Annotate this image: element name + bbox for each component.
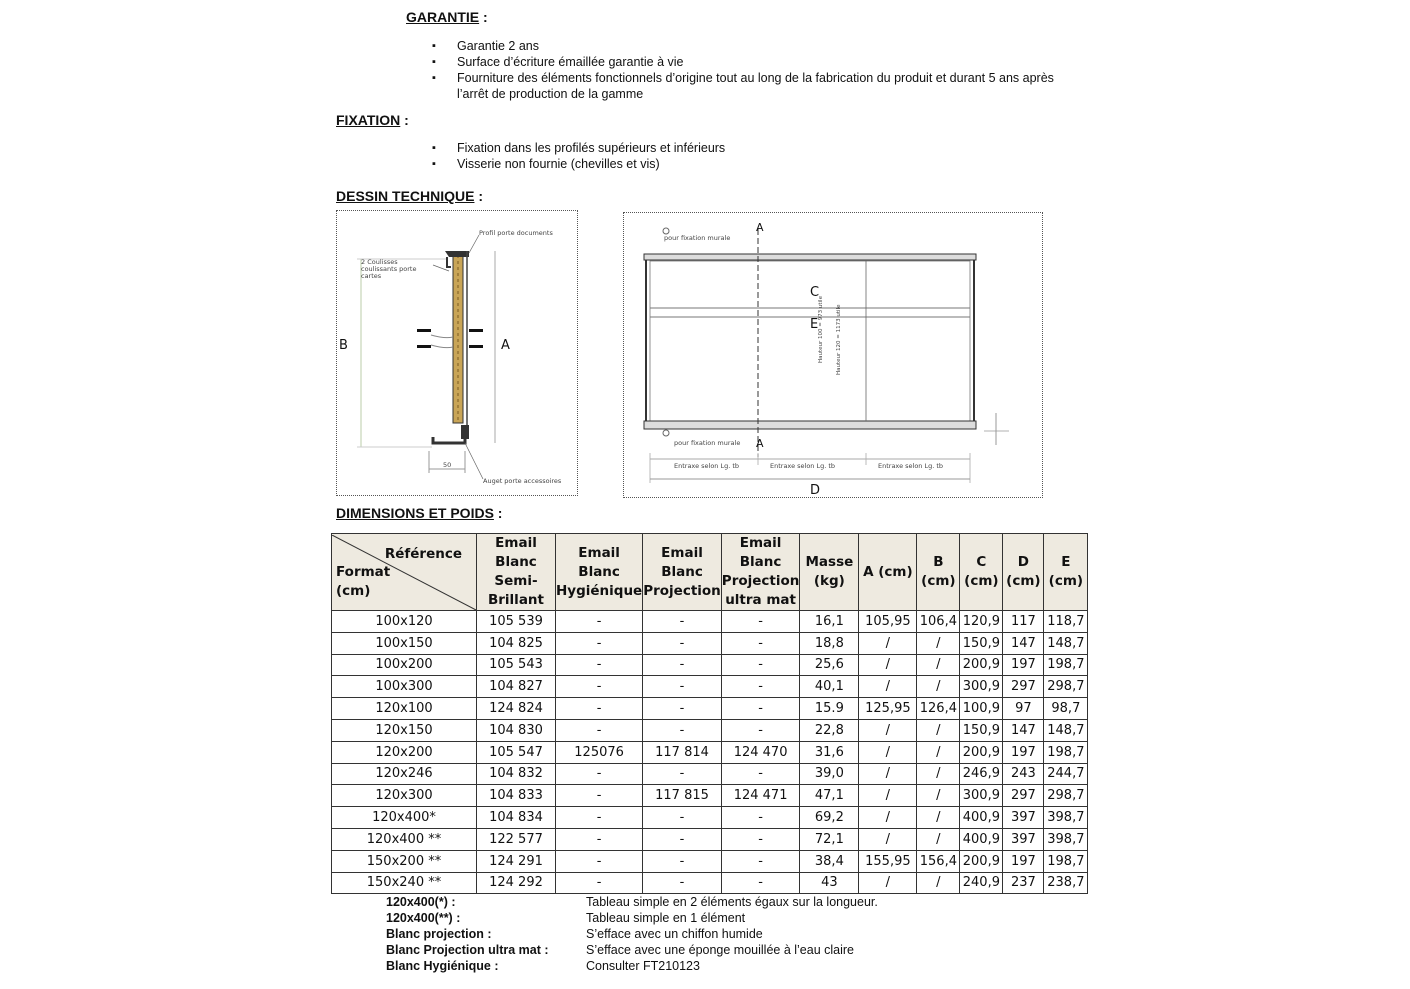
table-cell: - [556,828,643,850]
table-cell: / [859,828,917,850]
corner-header [332,534,477,611]
callout-auget: Auget porte accessoires [483,477,562,485]
table-cell: 69,2 [800,807,859,829]
fixation-list [432,140,1072,172]
note-value: Tableau simple en 1 élément [586,911,746,925]
table-row [332,632,1088,654]
list-item: ▪ Visserie non fournie (chevilles et vis) [432,156,1072,172]
table-cell: - [643,698,722,720]
dimensions-heading: DIMENSIONS ET POIDS [336,505,494,521]
table-cell: / [917,872,960,894]
dessin-heading-block [336,188,483,206]
table-cell: / [859,676,917,698]
table-cell: - [721,632,800,654]
table-cell: 200,9 [960,850,1003,872]
dimensions-heading-block [336,505,502,523]
table-cell: - [721,872,800,894]
table-row [332,611,1088,633]
table-cell: 100,9 [960,698,1003,720]
table-cell: 105,95 [859,611,917,633]
table-cell: 400,9 [960,828,1003,850]
table-cell: 126,4 [917,698,960,720]
format-cell: 120x300 [332,785,477,807]
table-cell: 106,4 [917,611,960,633]
table-cell: 244,7 [1044,763,1088,785]
height-label-2: Hauteur 120 = 1173 utile [836,304,842,375]
dimensions-table-body [332,611,1088,894]
table-cell: 124 470 [721,741,800,763]
table-header-row [332,534,1088,611]
dim-50-label: 50 [443,461,452,469]
table-cell: 117 [1003,611,1044,633]
table-cell: 97 [1003,698,1044,720]
table-cell: - [721,611,800,633]
table-row [332,741,1088,763]
table-cell: 15.9 [800,698,859,720]
table-cell: - [556,632,643,654]
note-key: Blanc Hygiénique : [386,959,499,973]
table-cell: 117 815 [643,785,722,807]
table-cell: - [643,872,722,894]
fixation-heading-block [336,112,409,130]
table-cell: 124 824 [477,698,556,720]
table-row [332,698,1088,720]
table-cell: 297 [1003,785,1044,807]
entraxe-label-1: Entraxe selon Lg. tb [674,462,740,470]
table-cell: 200,9 [960,654,1003,676]
table-cell: - [721,850,800,872]
table-cell: - [556,698,643,720]
table-cell: - [556,676,643,698]
column-header: E (cm) [1044,534,1088,611]
list-item: ▪ Fourniture des éléments fonctionnels d’origine tout au long de la fabrication du produit et durant 5 ans après l’arrêt de production de la gamme [432,70,1072,102]
table-cell: 98,7 [1044,698,1088,720]
table-cell: 104 827 [477,676,556,698]
table-cell: - [556,611,643,633]
format-cell: 120x400 ** [332,828,477,850]
table-cell: 197 [1003,741,1044,763]
column-header: B (cm) [917,534,960,611]
table-cell: 198,7 [1044,741,1088,763]
table-row [332,676,1088,698]
format-cell: 100x200 [332,654,477,676]
table-cell: 25,6 [800,654,859,676]
table-cell: 105 543 [477,654,556,676]
note-row [386,910,878,926]
table-cell: / [859,763,917,785]
corner-format-label: Format (cm) [336,563,391,599]
note-value: S’efface avec un chiffon humide [586,927,763,941]
table-cell: 155,95 [859,850,917,872]
table-cell: / [917,676,960,698]
table-cell: 297 [1003,676,1044,698]
format-cell: 150x240 ** [332,872,477,894]
table-cell: 198,7 [1044,654,1088,676]
table-cell: 397 [1003,828,1044,850]
table-row [332,785,1088,807]
table-cell: 18,8 [800,632,859,654]
table-cell: - [721,654,800,676]
table-cell: - [721,828,800,850]
note-value: Consulter FT210123 [586,959,700,973]
list-item: ▪ Fixation dans les profilés supérieurs et inférieurs [432,140,1072,156]
table-cell: 104 833 [477,785,556,807]
table-cell: 125,95 [859,698,917,720]
table-cell: 39,0 [800,763,859,785]
table-cell: / [859,872,917,894]
note-key: 120x400(**) : [386,911,461,925]
column-header: A (cm) [859,534,917,611]
notes-block [386,894,878,974]
label-a: A [501,338,510,353]
corner-header-cell [332,535,476,610]
table-cell: 198,7 [1044,850,1088,872]
section-drawing [336,210,578,496]
note-row [386,958,878,974]
note-row [386,926,878,942]
format-cell: 120x400* [332,807,477,829]
table-cell: / [859,632,917,654]
table-row [332,763,1088,785]
list-item: ▪ Surface d’écriture émaillée garantie à vie [432,54,1072,70]
table-cell: 200,9 [960,741,1003,763]
table-cell: 197 [1003,654,1044,676]
column-header: Masse (kg) [800,534,859,611]
table-cell: - [721,676,800,698]
table-cell: 16,1 [800,611,859,633]
table-cell: 124 471 [721,785,800,807]
table-cell: / [917,654,960,676]
table-cell: 150,9 [960,719,1003,741]
table-cell: 118,7 [1044,611,1088,633]
table-cell: 197 [1003,850,1044,872]
note-value: S’efface avec une éponge mouillée à l’eau claire [586,943,855,957]
entraxe-label-2: Entraxe selon Lg. tb [770,462,836,470]
table-cell: 43 [800,872,859,894]
table-cell: 104 834 [477,807,556,829]
column-header: D (cm) [1003,534,1044,611]
table-cell: - [556,872,643,894]
table-cell: - [721,807,800,829]
fixation-bottom-note: pour fixation murale [674,439,741,447]
table-cell: - [721,698,800,720]
label-e: E [810,317,819,332]
table-cell: 40,1 [800,676,859,698]
label-c: C [810,285,820,300]
format-cell: 100x150 [332,632,477,654]
dessin-heading: DESSIN TECHNIQUE [336,188,475,204]
garantie-heading-colon: : [479,9,488,25]
table-cell: 300,9 [960,676,1003,698]
table-cell: 31,6 [800,741,859,763]
fixation-heading: FIXATION [336,112,401,128]
table-cell: - [556,719,643,741]
format-cell: 120x150 [332,719,477,741]
format-cell: 100x120 [332,611,477,633]
table-cell: 104 825 [477,632,556,654]
table-cell: - [556,763,643,785]
fixation-heading-colon: : [400,112,409,128]
table-row [332,719,1088,741]
callout-profil-documents: Profil porte documents [479,229,553,237]
column-header: Email Blanc Semi-Brillant [477,534,556,611]
table-cell: 156,4 [917,850,960,872]
table-cell: 147 [1003,719,1044,741]
table-cell: - [643,763,722,785]
table-cell: 72,1 [800,828,859,850]
table-row [332,850,1088,872]
table-cell: - [721,719,800,741]
table-cell: - [556,654,643,676]
dessin-heading-colon: : [474,188,484,204]
front-drawing [623,212,1043,498]
front-drawing-svg [624,213,1042,497]
table-cell: 124 292 [477,872,556,894]
garantie-list [432,38,1072,102]
table-cell: 148,7 [1044,719,1088,741]
format-cell: 120x200 [332,741,477,763]
note-key: 120x400(*) : [386,895,456,909]
note-value: Tableau simple en 2 éléments égaux sur la longueur. [586,895,878,909]
note-row [386,894,878,910]
table-cell: 240,9 [960,872,1003,894]
table-cell: 104 832 [477,763,556,785]
dimensions-heading-colon: : [493,505,503,521]
table-cell: - [643,676,722,698]
column-header: Email Blanc Hygiénique [556,534,643,611]
table-cell: 120,9 [960,611,1003,633]
table-cell: / [859,807,917,829]
table-cell: 298,7 [1044,676,1088,698]
section-label-bottom: A [756,437,764,450]
table-cell: 246,9 [960,763,1003,785]
table-cell: / [917,785,960,807]
table-row [332,807,1088,829]
table-cell: 38,4 [800,850,859,872]
table-cell: 47,1 [800,785,859,807]
list-item: ▪ Garantie 2 ans [432,38,1072,54]
table-cell: - [556,807,643,829]
format-cell: 100x300 [332,676,477,698]
label-d: D [810,483,821,498]
table-cell: 300,9 [960,785,1003,807]
table-cell: 398,7 [1044,828,1088,850]
table-cell: / [917,741,960,763]
table-cell: 243 [1003,763,1044,785]
height-label-1: Hauteur 100 = 973 utile [818,296,824,363]
table-cell: 105 539 [477,611,556,633]
table-cell: / [917,807,960,829]
table-cell: - [643,632,722,654]
table-cell: - [643,828,722,850]
format-cell: 120x100 [332,698,477,720]
table-cell: 150,9 [960,632,1003,654]
entraxe-label-3: Entraxe selon Lg. tb [878,462,944,470]
table-cell: 397 [1003,807,1044,829]
table-cell: 125076 [556,741,643,763]
table-cell: / [859,785,917,807]
table-cell: - [721,763,800,785]
table-cell: / [859,741,917,763]
section-label-top: A [756,221,764,234]
table-cell: / [917,828,960,850]
table-cell: - [643,654,722,676]
format-cell: 120x246 [332,763,477,785]
table-cell: 398,7 [1044,807,1088,829]
table-cell: 148,7 [1044,632,1088,654]
column-header: C (cm) [960,534,1003,611]
garantie-heading-block [406,9,488,27]
table-cell: / [917,763,960,785]
table-cell: 238,7 [1044,872,1088,894]
table-cell: 104 830 [477,719,556,741]
table-cell: - [643,807,722,829]
table-cell: 124 291 [477,850,556,872]
label-b: B [339,338,348,353]
note-row [386,942,878,958]
table-cell: 22,8 [800,719,859,741]
note-key: Blanc Projection ultra mat : [386,943,549,957]
table-row [332,828,1088,850]
table-cell: 117 814 [643,741,722,763]
table-cell: 237 [1003,872,1044,894]
table-cell: - [643,719,722,741]
callout-coulisses: 2 Coulisses coulissants porte cartes [361,258,417,280]
table-row [332,654,1088,676]
column-header: Email Blanc Projection ultra mat [721,534,800,611]
table-cell: / [859,654,917,676]
table-row [332,872,1088,894]
table-cell: - [556,850,643,872]
table-cell: - [643,611,722,633]
format-cell: 150x200 ** [332,850,477,872]
note-key: Blanc projection : [386,927,492,941]
corner-reference-label: Référence [384,545,462,562]
section-drawing-svg [337,211,577,495]
fixation-top-note: pour fixation murale [664,234,731,242]
table-cell: 105 547 [477,741,556,763]
table-cell: - [643,850,722,872]
table-cell: / [859,719,917,741]
table-cell: / [917,632,960,654]
table-cell: 122 577 [477,828,556,850]
table-cell: 400,9 [960,807,1003,829]
table-cell: 298,7 [1044,785,1088,807]
dimensions-table [331,533,1088,894]
table-cell: 147 [1003,632,1044,654]
garantie-heading: GARANTIE [406,9,480,25]
table-cell: - [556,785,643,807]
table-cell: / [917,719,960,741]
column-header: Email Blanc Projection [643,534,722,611]
